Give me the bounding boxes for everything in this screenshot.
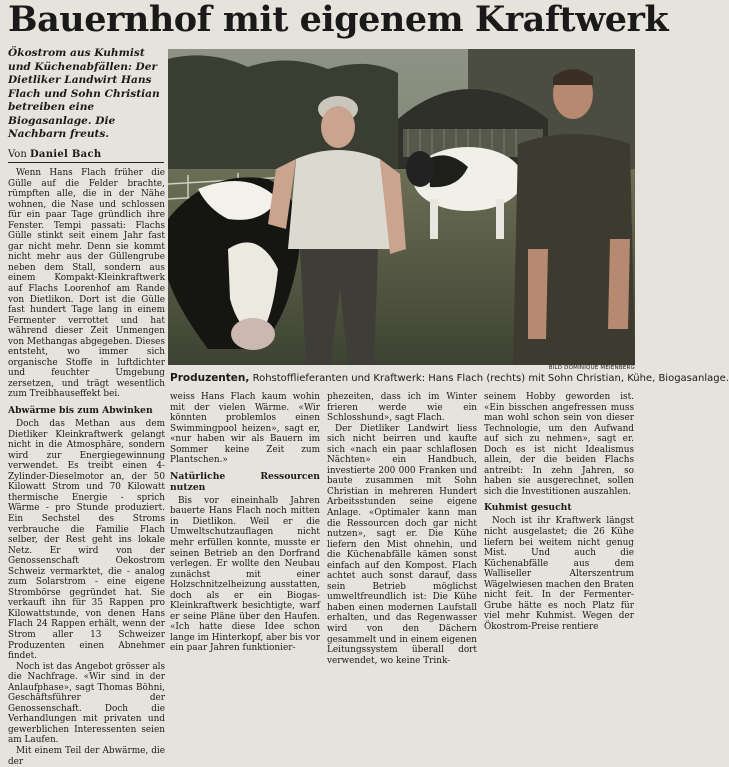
byline <box>8 149 164 163</box>
photo-credit: BILD DOMINIQUE MEIENBERG <box>548 365 635 371</box>
byline-prefix: Von <box>8 149 27 160</box>
paragraph: Bis vor eineinhalb Jahren bauerte Hans Flach noch mitten in Dietlikon. Weil er die Umweltschutzauflagen nicht mehr erfüllen konnte, musste er seinen Betrieb an den Dorfrand verlegen. Er wollte den Neubau zunächst mit einer Holzschnitzelheizung ausstatten, doch als er ein Biogas-Kleinkraftwerk besichtigte, warf er seine Pläne über den Haufen. «Ich hatte diese Idee schon lange im Hinterkopf, aber bis vor ein paar Jahren funktionier- <box>170 495 320 654</box>
paragraph: Der Dietliker Landwirt liess sich nicht beirren und kaufte sich «nach ein paar schlaflosen Nächten» ein Handbuch, investierte 200 000 Franken und baute zusammen mit Sohn Christian in mehreren Hundert Arbeitsstunden seine eigene Anlage. «Optimaler kann man die Ressourcen doch gar nicht nutzen», sagt er. Die Kühe liefern den Mist ohnehin, und die Küchenabfälle kämen sonst einfach auf den Kompost. Flach achtet auch sonst darauf, dass sein Betrieb möglichst umweltfreundlich ist: Die Kühe haben einen modernen Laufstall erhalten, und das Regenwasser wird von den Dächern gesammelt und in einem eigenen Leitungssystem überall dort verwendet, wo keine Trink- <box>327 423 477 666</box>
article-column-1 <box>8 168 165 767</box>
paragraph: phezeiten, dass ich im Winter frieren werde wie ein Schlosshund», sagt Flach. <box>327 392 477 424</box>
paragraph: Noch ist ihr Kraftwerk längst nicht ausgelastet; die 26 Kühe liefern bei weitem nicht genug Mist. Und auch die Küchenabfälle aus dem Walliseller Alterszentrum Wägelwiesen machen den Braten nicht feit. In der Fermenter-Grube hätte es noch Platz für viel mehr Kuhmist. Wegen der Ökostrom-Preise rentiere <box>484 516 634 632</box>
paragraph: Wenn Hans Flach früher die Gülle auf die Felder brachte, rümpften alle, die in der Nähe wohnen, die Nase und schlossen für ein paar Tage gründlich ihre Fenster. Tempi passati: Flachs Gülle stinkt seit einem Jahr fast gar nicht mehr. Denn sie kommt nicht mehr aus der Güllengrube neben dem Stall, sondern aus einem Kompakt-Kleinkraftwerk auf Flachs Loorenhof am Rande von Dietlikon. Dort ist die Gülle fast hundert Tage lang in einem Fermenter verrottet und hat während dieser Zeit Unmengen von Methangas abgegeben. Dieses entsteht, wo immer sich organische Stoffe in luftdichter und feuchter Umgebung zersetzen, und trägt wesentlich zum Treibhauseffekt bei. <box>8 168 165 400</box>
caption-text: Rohstofflieferanten und Kraftwerk: Hans Flach (rechts) mit Sohn Christian, Kühe, Biogasanlage. <box>249 373 729 384</box>
caption-lead: Produzenten, <box>170 372 250 384</box>
paragraph: Doch das Methan aus dem Dietliker Kleinkraftwerk gelangt nicht in die Atmosphäre, sondern wird zur Energiegewinnung verwendet. Es treibt einen 4-Zylinder-Dieselmotor an, der 50 Kilowatt Strom und 70 Kilowatt thermische Energie - sprich Wärme - pro Stunde produziert. Ein Sechstel des Stroms verbrauche die Familie Flach selber, der Rest geht ins lokale Netz. Er wird von der Genossenschaft Oekostrom Schweiz vermarktet, die - analog zum Solarstrom - eine eigene Strombörse gegründet hat. Sie verkauft ihn für 35 Rappen pro Kilowattstunde, von denen Hans Flach 24 Rappen erhält, wenn der Strom aller 13 Schweizer Produzenten einen Abnehmer findet. <box>8 419 165 662</box>
article-column-3 <box>327 392 477 666</box>
photo-caption <box>170 372 729 385</box>
subheading: Natürliche Ressourcen nutzen <box>170 470 320 493</box>
subheading: Kuhmist gesucht <box>484 502 572 514</box>
headline: Bauernhof mit eigenem Kraftwerk <box>8 0 669 40</box>
byline-author: Daniel Bach <box>29 149 102 160</box>
paragraph: seinem Hobby geworden ist. «Ein bisschen angefressen muss man wohl schon sein von dieser Technologie, um den Aufwand auf sich zu nehmen», sagt er. Doch es ist nicht Idealismus allein, der die beiden Flachs antreibt: In zehn Jahren, so haben sie ausgerechnet, sollen sich die Investitionen auszahlen. <box>484 392 634 497</box>
article-column-4 <box>484 392 634 632</box>
article-column-2 <box>170 392 320 654</box>
article-photo <box>168 49 635 365</box>
farm-photo-illustration <box>168 49 635 365</box>
paragraph: Mit einem Teil der Abwärme, die der <box>8 745 165 767</box>
subheading: Abwärme bis zum Abwinken <box>8 405 153 417</box>
lead-paragraph: Ökostrom aus Kuhmist und Küchenabfällen: Der Dietliker Landwirt Hans Flach und Sohn Christian betreiben eine Biogasanlage. Die Nachbarn freuts. <box>8 47 160 140</box>
paragraph: Noch ist das Angebot grösser als die Nachfrage. «Wir sind in der Anlaufphase», sagt Thomas Böhni, Geschäftsführer der Genossenschaft. Doch die Verhandlungen mit privaten und gewerblichen Interessenten seien am Laufen. <box>8 661 165 746</box>
paragraph: weiss Hans Flach kaum wohin mit der vielen Wärme. «Wir könnten problemlos einen Swimmingpool heizen», sagt er, «nur haben wir als Bauern im Sommer keine Zeit zum Plantschen.» <box>170 392 320 466</box>
